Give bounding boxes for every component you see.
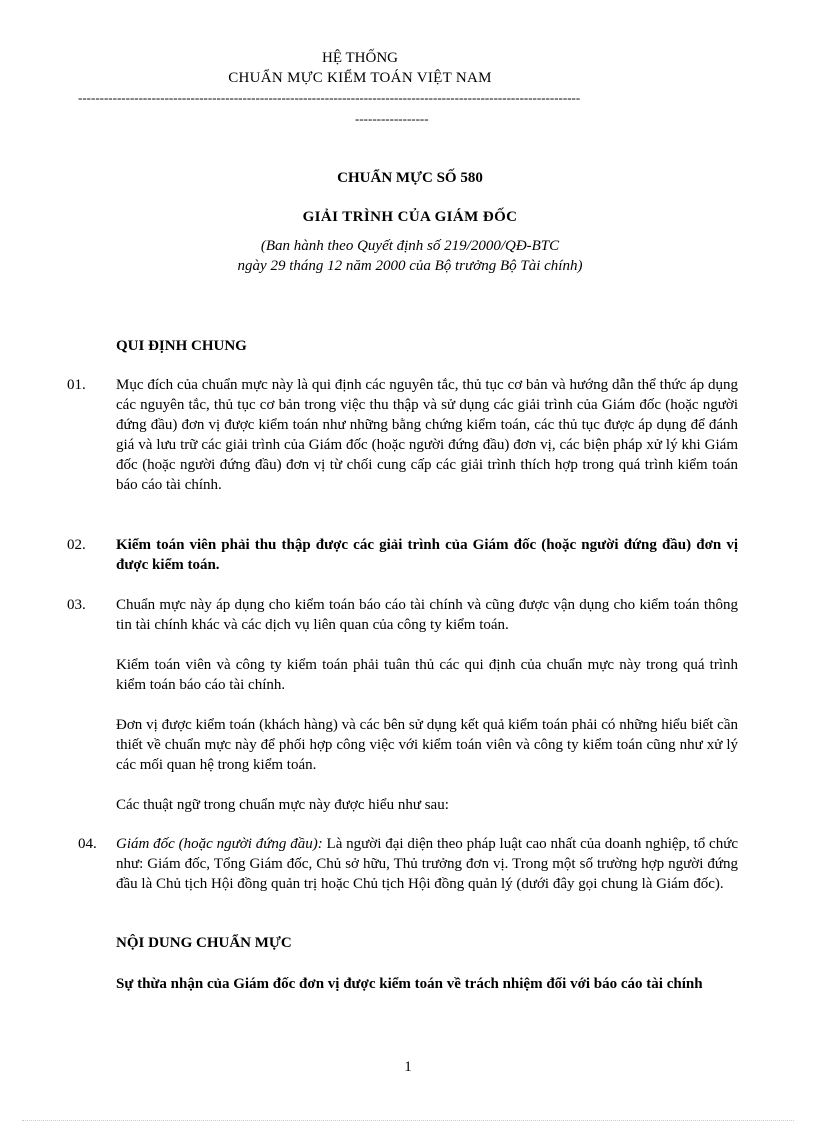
standard-number: CHUẨN MỰC SỐ 580 (337, 170, 483, 186)
paragraph-03: Chuẩn mực này áp dụng cho kiểm toán báo cáo tài chính và cũng được vận dụng cho kiểm toán thông tin tài chính khác và các dịch vụ liên quan của công ty kiểm toán. (116, 597, 738, 633)
page-number: 1 (404, 1059, 412, 1075)
header-divider: -------------------------------------------------------------------------------------------------------------------- (78, 91, 581, 105)
paragraph-number-01: 01. (67, 377, 86, 393)
paragraph-02: Kiểm toán viên phải thu thập được các giải trình của Giám đốc (hoặc người đứng đầu) đơn vị được kiểm toán. (116, 537, 738, 573)
paragraph-03-b: Kiểm toán viên và công ty kiểm toán phải tuân thủ các qui định của chuẩn mực này trong quá trình kiểm toán báo cáo tài chính. (116, 657, 738, 693)
page-bottom-border (22, 1120, 794, 1121)
paragraph-number-04: 04. (78, 836, 97, 852)
header-line-1: HỆ THỐNG (322, 50, 398, 66)
paragraph-03-d: Các thuật ngữ trong chuẩn mực này được hiểu như sau: (116, 797, 449, 813)
issued-line-2: ngày 29 tháng 12 năm 2000 của Bộ trưởng Bộ Tài chính) (237, 258, 583, 274)
header-line-2: CHUẨN MỰC KIỂM TOÁN VIỆT NAM (228, 70, 492, 86)
issued-line-1: (Ban hành theo Quyết định số 219/2000/QĐ-BTC (260, 238, 560, 254)
paragraph-03-c: Đơn vị được kiểm toán (khách hàng) và các bên sử dụng kết quả kiểm toán phải có những hiểu biết cần thiết về chuẩn mực này để phối hợp công việc với kiểm toán viên và công ty kiểm toán cũng như xử lý các mối quan hệ trong kiểm toán. (116, 717, 738, 773)
term-director: Giám đốc (hoặc người đứng đầu): (116, 836, 323, 852)
section-heading-general: QUI ĐỊNH CHUNG (116, 338, 247, 354)
standard-title: GIẢI TRÌNH CỦA GIÁM ĐỐC (302, 209, 518, 225)
subheading-acknowledgement: Sự thừa nhận của Giám đốc đơn vị được kiểm toán về trách nhiệm đối với báo cáo tài chính (116, 976, 703, 992)
paragraph-01: Mục đích của chuẩn mực này là qui định các nguyên tắc, thủ tục cơ bản và hướng dẫn thể thức áp dụng các nguyên tắc, thủ tục cơ bản trong việc thu thập và sử dụng các giải trình của Giám đốc (hoặc người đứng đầu) đơn vị được kiểm toán như những bằng chứng kiểm toán, các thủ tục được áp dụng để đánh giá và lưu trữ các giải trình của Giám đốc (hoặc người đứng đầu) đơn vị, các biện pháp xử lý khi Giám đốc (hoặc người đứng đầu) đơn vị từ chối cung cấp các giải trình thích hợp trong quá trình kiểm toán báo cáo tài chính. (116, 377, 738, 493)
header-divider-short: ----------------- (355, 111, 429, 126)
section-heading-content: NỘI DUNG CHUẨN MỰC (116, 935, 292, 951)
term-definition: Là người đại diện theo pháp luật cao nhất của doanh nghiệp, tổ chức như: Giám đốc, Tổng Giám đốc, Chủ sở hữu, Thủ trưởng đơn vị. Trong một số trường hợp người đứng đầu là Chủ tịch Hội đồng quản trị hoặc Chủ tịch Hội đồng quản lý (dưới đây gọi chung là Giám đốc). (116, 836, 739, 892)
paragraph-number-03: 03. (67, 597, 86, 613)
paragraph-number-02: 02. (67, 537, 86, 553)
paragraph-04 (116, 834, 738, 894)
